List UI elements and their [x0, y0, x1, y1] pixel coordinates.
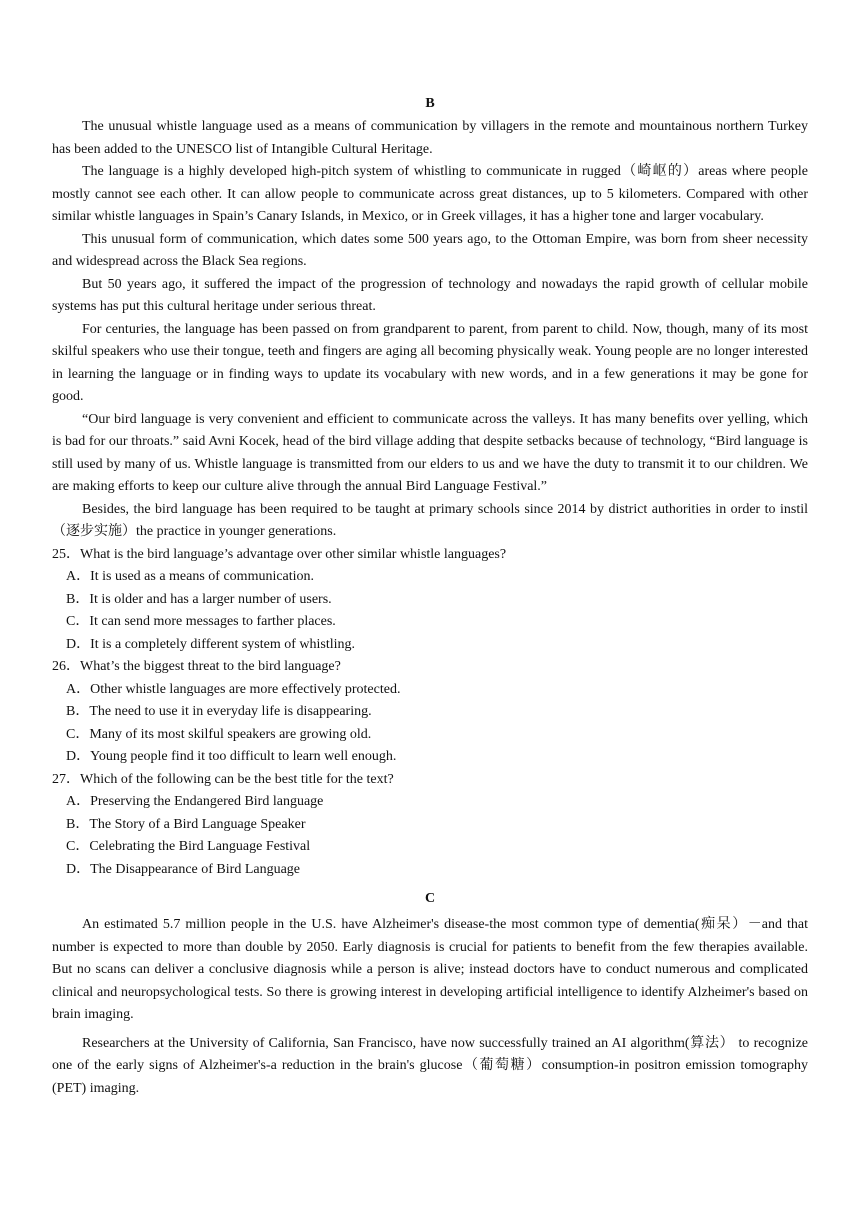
question-text: What is the bird language’s advantage over other similar whistle languages?	[80, 546, 507, 562]
question-text: What’s the biggest threat to the bird language?	[80, 659, 341, 674]
passage-paragraph: “Our bird language is very convenient and efficient to communicate across the valleys. It has many benefits over yelling, which is bad for our throats.” said Avni Kocek, head of the bird village adding that despite setbacks because of technology, “Bird language is still used by many of us. Whistle language is transmitted from our elders to us and we have the duty to transmit it to our children. We are making efforts to keep our culture alive through the annual Bird Language Festival.”	[52, 411, 808, 494]
question-block-26	[52, 656, 808, 769]
passage-paragraph: The language is a highly developed high-pitch system of whistling to communicate in rugged（崎岖的）areas where people mostly cannot see each other. It can allow people to communicate across great distances, up to 5 kilometers. Compared with other similar whistle languages in Spain’s Canary Islands, in Mexico, or in Greek villages, it has a higher tone and larger vocabulary.	[52, 164, 808, 224]
option-c: C．Many of its most skilful speakers are growing old.	[66, 726, 372, 742]
question-number: 27．	[52, 771, 80, 787]
option-a: A．Preserving the Endangered Bird language	[66, 794, 324, 809]
option-a: A．It is used as a means of communication.	[66, 569, 315, 584]
question-block-25	[52, 544, 808, 657]
passage-paragraph: Researchers at the University of California, San Francisco, have now successfully trained an AI algorithm(算法） to recognize one of the early signs of Alzheimer's-a reduction in the brain's glucose（葡萄糖）consumption-in positron emission tomography (PET) imaging.	[52, 1035, 808, 1096]
section-b-passage	[52, 116, 808, 544]
question-26	[52, 656, 808, 679]
document-page	[52, 92, 808, 1100]
option-b: B．The need to use it in everyday life is disappearing.	[66, 704, 372, 719]
passage-paragraph: This unusual form of communication, which dates some 500 years ago, to the Ottoman Empire, was born from sheer necessity and widespread across the Black Sea regions.	[52, 231, 808, 269]
option-d: D．The Disappearance of Bird Language	[66, 861, 301, 877]
section-c-heading: C	[424, 891, 436, 906]
option-b: B．It is older and has a larger number of users.	[66, 591, 332, 607]
section-c-passage	[52, 914, 808, 1100]
passage-paragraph: For centuries, the language has been passed on from grandparent to parent, from parent to child. Now, though, many of its most skilful speakers who use their tongue, teeth and fingers are aging all becoming physically weak. Young people are no longer interested in learning the language or in finding ways to update its vocabulary with new words, and in a few generations it may be gone for good.	[52, 321, 808, 404]
question-27	[52, 769, 808, 792]
passage-paragraph: The unusual whistle language used as a means of communication by villagers in the remote and mountainous northern Turkey has been added to the UNESCO list of Intangible Cultural Heritage.	[52, 119, 808, 157]
option-a: A．Other whistle languages are more effectively protected.	[66, 681, 401, 697]
question-text: Which of the following can be the best title for the text?	[80, 771, 394, 787]
passage-paragraph: But 50 years ago, it suffered the impact of the progression of technology and nowadays the rapid growth of cellular mobile systems has put this cultural heritage under serious threat.	[52, 276, 808, 314]
option-c: C．It can send more messages to farther places.	[66, 614, 336, 629]
passage-paragraph: An estimated 5.7 million people in the U.S. have Alzheimer's disease-the most common type of dementia(痴呆）－and that number is expected to more than double by 2050. Early diagnosis is crucial for patients to benefit from the few therapies available. But no scans can deliver a conclusive diagnosis while a person is alive; instead doctors have to conduct numerous and complicated clinical and neuropsychological tests. So there is growing interest in developing artificial intelligence to identify Alzheimer's based on brain imaging.	[52, 917, 808, 1022]
section-b-heading: B	[425, 96, 435, 111]
option-c: C．Celebrating the Bird Language Festival	[66, 839, 311, 854]
question-block-27	[52, 769, 808, 882]
option-d: D．Young people find it too difficult to learn well enough.	[66, 749, 397, 764]
question-number: 26．	[52, 659, 80, 674]
option-d: D．It is a completely different system of whistling.	[66, 636, 356, 652]
option-b: B．The Story of a Bird Language Speaker	[66, 816, 306, 832]
question-number: 25．	[52, 546, 80, 562]
question-25	[52, 544, 808, 567]
passage-paragraph: Besides, the bird language has been required to be taught at primary schools since 2014 by district authorities in order to instil（逐步实施）the practice in younger generations.	[52, 501, 808, 539]
